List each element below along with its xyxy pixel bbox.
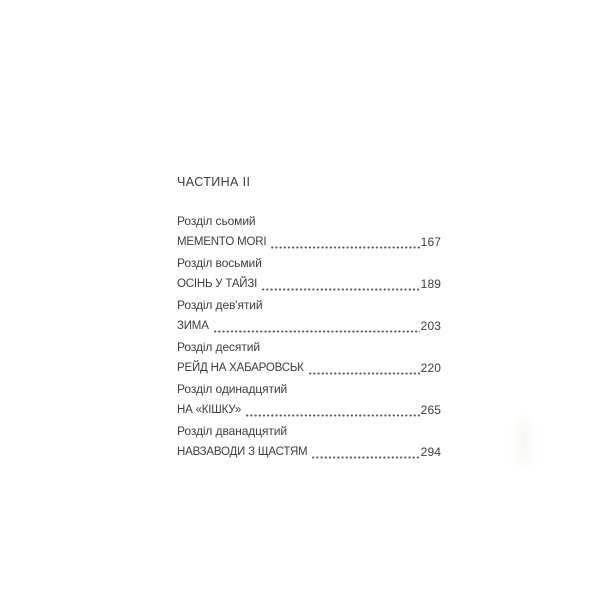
toc-title-line bbox=[177, 232, 441, 253]
toc-entry bbox=[177, 379, 441, 421]
dot-leader bbox=[271, 246, 419, 249]
toc-title-line bbox=[177, 400, 441, 421]
chapter-label: Розділ одинадцятий bbox=[177, 382, 288, 396]
chapter-title: НАВЗАВОДИ З ЩАСТЯМ bbox=[177, 446, 308, 458]
dot-leader bbox=[312, 456, 419, 459]
toc-title-line bbox=[177, 442, 441, 463]
chapter-label: Розділ десятий bbox=[177, 340, 260, 354]
page-number: 203 bbox=[420, 319, 441, 333]
chapter-title: РЕЙД НА ХАБАРОВСЬК bbox=[177, 362, 304, 374]
toc-title-line bbox=[177, 274, 441, 295]
part-heading: ЧАСТИНА II bbox=[177, 175, 251, 189]
toc-title-line bbox=[177, 358, 441, 379]
chapter-title: ЗИМА bbox=[177, 320, 209, 332]
toc-entry bbox=[177, 211, 441, 253]
chapter-label: Розділ дванадцятий bbox=[177, 424, 287, 438]
chapter-title: MEMENTO MORI bbox=[177, 236, 267, 248]
page-number: 294 bbox=[420, 445, 441, 459]
toc-title-line bbox=[177, 316, 441, 337]
chapter-title: ОСІНЬ У ТАЙЗІ bbox=[177, 278, 258, 290]
chapter-label: Розділ дев'ятий bbox=[177, 298, 263, 312]
toc-entry bbox=[177, 295, 441, 337]
table-of-contents bbox=[177, 172, 441, 463]
page-number: 167 bbox=[420, 235, 441, 249]
dot-leader bbox=[309, 372, 420, 375]
page-number: 189 bbox=[420, 277, 441, 291]
chapter-title: НА «КІШКУ» bbox=[177, 404, 242, 416]
chapter-label: Розділ восьмий bbox=[177, 256, 262, 270]
page-number: 265 bbox=[420, 403, 441, 417]
page-number: 220 bbox=[420, 361, 441, 375]
toc-entry bbox=[177, 253, 441, 295]
dot-leader bbox=[246, 414, 420, 417]
scan-smudge bbox=[516, 418, 532, 466]
dot-leader bbox=[214, 330, 420, 333]
dot-leader bbox=[262, 288, 420, 291]
toc-entry bbox=[177, 337, 441, 379]
toc-entry bbox=[177, 421, 441, 463]
chapter-label: Розділ сьомий bbox=[177, 214, 256, 228]
